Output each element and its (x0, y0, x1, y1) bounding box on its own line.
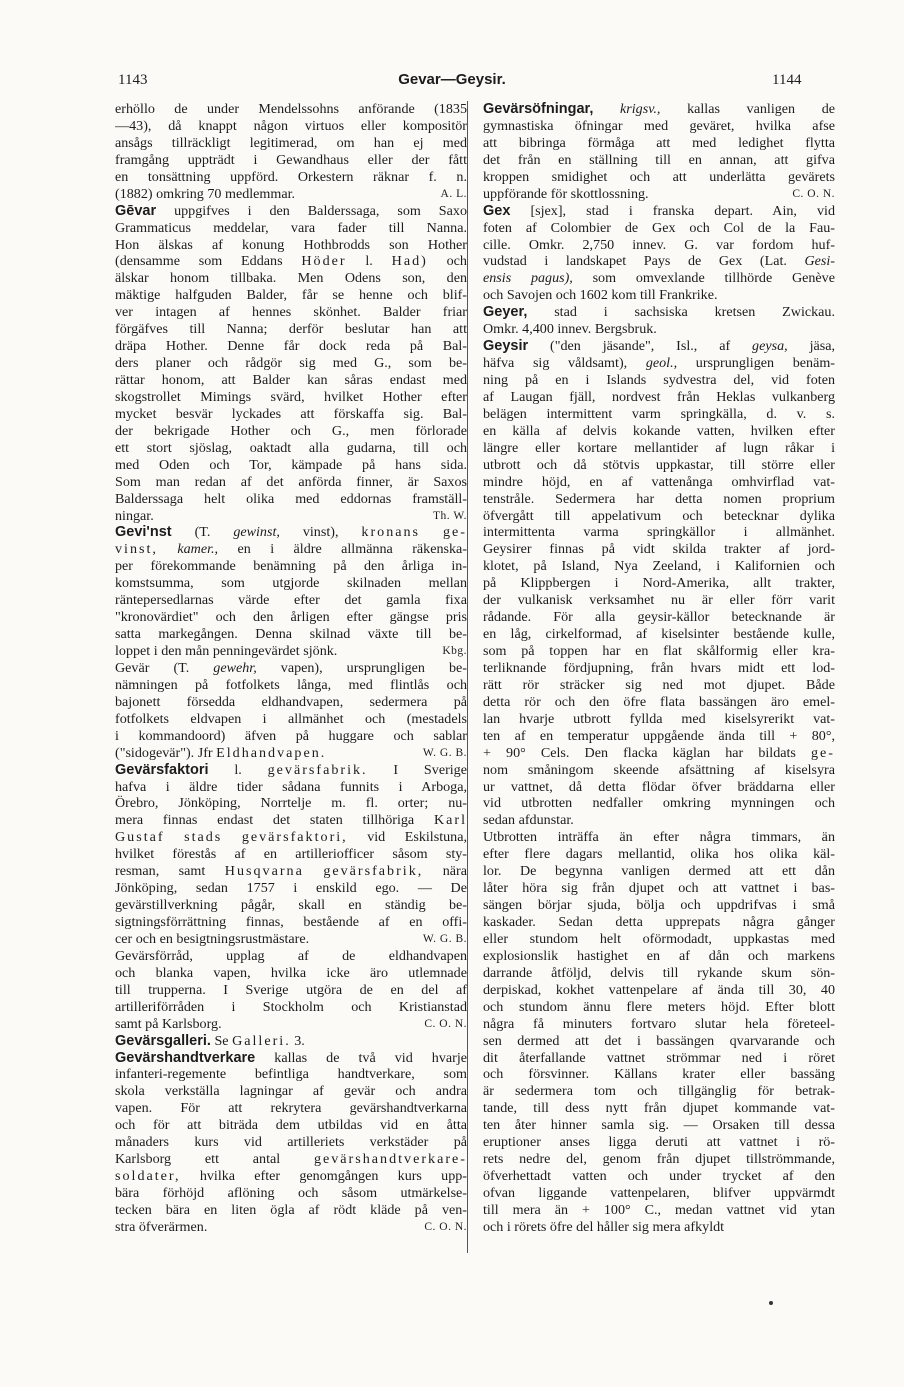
right-column-line: kroppen smidighet och att underlätta gevärets (483, 168, 835, 185)
right-column-line: Gex [sjex], stad i franska depart. Ain, vid (483, 202, 835, 219)
left-column-line: mera finnas endast det staten tillhöriga Karl (115, 812, 467, 829)
right-column-line: rätt rör sträcker sig ned mot djupet. Både (483, 676, 835, 693)
right-column-line: ten åter hinner samla sig. — Orsaken till dessa (483, 1117, 835, 1134)
left-column-line: bära förhöjd aflöning och såsom utmärkelse- (115, 1185, 467, 1201)
left-column-line: fotfolkets eldvapen i allmänhet och (mestadels (115, 710, 467, 727)
author-signature: W. G. B. (422, 932, 467, 945)
page-header (0, 72, 904, 94)
left-column-line: sigtningsförrättning finnas, bestående af en offi- (115, 914, 467, 930)
right-column-line: att bibringa förmåga att med ledighet flytta (483, 134, 835, 151)
left-column-line: (1882) omkring 70 medlemmar. A. L. (115, 185, 467, 202)
left-column-line: ansågs tillräckligt legitimerad, om han ej med (115, 134, 467, 151)
right-column-line: derpiskad, kokhet vattenpelare af ända till 30, 40 (483, 981, 835, 998)
right-column-line: der vulkanisk verksamhet nu är eller förr varit (483, 592, 835, 609)
right-column-line: häfva sig våldsamt), geol., ursprungligen benäm- (483, 355, 835, 372)
left-column-line: Gevi'nst (T. gewinst, vinst), kronans ge- (115, 524, 467, 541)
right-column-line: lan hvarje utbrott fyllda med kiselsyrerikt vat- (483, 710, 835, 727)
right-column-line: och Savojen och 1602 kom till Frankrike. (483, 287, 718, 304)
left-column-line: Gustaf stads gevärsfaktori, vid Eskilstuna, (115, 829, 467, 846)
left-column-line: ("sidogevär"). Jfr Eldhandvapen. W. G. B. (115, 744, 467, 761)
left-column-line: dräpa Hother. Denne får dock reda på Bal- (115, 338, 467, 355)
left-column-line: ningar. Th. W. (115, 507, 467, 524)
right-column-line: explosionslik hastighet en af dån och markens (483, 947, 835, 964)
right-column-line: en källa af delvis kokande vatten, hvilken efter (483, 422, 835, 439)
author-signature: W. G. B. (422, 746, 467, 759)
left-column-line: älskar honom tillbaka. Men Odens son, den (115, 270, 467, 287)
right-column-line: lor. De begynna vanligen dermed att ett dån (483, 863, 835, 880)
right-column-line: rådande. För alla geysir-källor betecknande är (483, 609, 835, 626)
author-signature: C. O. N. (424, 1017, 467, 1030)
left-column-line: Jönköping, sedan 1757 i enskild ego. — De (115, 880, 467, 897)
right-column-line: på Klippbergen i Nord-Amerika, allt trakter, (483, 575, 835, 592)
right-column-line: vudstad i landskapet Pays de Gex (Lat. Gesi- (483, 253, 835, 270)
right-column-line: är sedermera tom och tillgänglig för betrak- (483, 1083, 835, 1100)
left-column-line: gevärstillverkning pågår, skall en ständig be- (115, 897, 467, 914)
left-column-line: stra öfverärmen. C. O. N. (115, 1218, 467, 1235)
left-column-line: Hon älskas af konung Hothbrodds son Hother (115, 236, 467, 253)
page-number-left: 1143 (118, 72, 148, 88)
left-column-line: per förekommande benämning på den årliga in- (115, 558, 467, 575)
left-column-line: ver intagen af hennes skönhet. Balder friar (115, 304, 467, 321)
left-column-line: och för att biträda dem utbildas vid en åtta (115, 1117, 467, 1134)
right-column-line: gymnastiska öfningar med geväret, hvilka afse (483, 117, 835, 134)
left-column-line: resman, samt Husqvarna gevärsfabrik, nära (115, 863, 467, 880)
page-number-right: 1144 (772, 72, 802, 88)
left-column-line: Gevärshandtverkare kallas de två vid hvarje (115, 1049, 467, 1066)
right-column-line: några få minuters fortvaro slutar hela företeel- (483, 1015, 835, 1032)
author-signature: C. O. N. (792, 187, 835, 200)
right-column-line: utbrott och då stötvis uppkastar, till större eller (483, 456, 835, 473)
left-column-line: artilleriförråden i Stockholm och Kristianstad (115, 998, 467, 1015)
left-column-line: Grammaticus meddelar, vara fader till Nanna. (115, 219, 467, 236)
left-column-line: Gēvar uppgifves i den Balderssaga, som Saxo (115, 202, 467, 219)
right-column-line: mindre höjd, en af vattenånga omhvirflad vat- (483, 473, 835, 490)
right-column-line: som på toppen har en flat skålformig eller kra- (483, 643, 835, 659)
right-column-line: terliknande fördjupning, från hvars midt ett lod- (483, 659, 835, 676)
ink-speck (769, 1301, 773, 1305)
right-column-line: eruptioner anses ligga deruti att vattnet i rö- (483, 1134, 835, 1151)
running-title: Gevar—Geysir. (398, 71, 506, 88)
left-column-line: tecken bära en liten ögla af rödt kläde på ven- (115, 1201, 467, 1218)
right-column-line: öfverhettadt vatten och under trycket af den (483, 1168, 835, 1185)
left-column-line: månaders kurs vid artilleriets verkstäder på (115, 1134, 467, 1151)
right-column-line: och försvinner. Källans krater eller bassäng (483, 1066, 835, 1083)
right-column-line: foten af Colombier de Gex och Col de la Fau- (483, 219, 835, 236)
left-column-line: satta markegången. Denna skilnad växte till be- (115, 626, 467, 643)
left-column-line: erhöllo de under Mendelssohns anförande (1835 (115, 101, 467, 117)
left-column-line: vapen. För att rekrytera gevärshandtverkarna (115, 1100, 467, 1117)
left-column-line: hvilket förestås af en artilleriofficer såsom sty- (115, 846, 467, 863)
left-column-line: Gevärsförråd, upplag af de eldhandvapen (115, 947, 467, 964)
column-divider (467, 101, 468, 1253)
left-column-line: i kommandoord) äfven på huggare och sablar (115, 727, 467, 744)
right-column-line: sängen börjar sjuda, bölja och uppdrifvas i små (483, 897, 835, 914)
right-column-line: ensis pagus), som omvexlande tillhörde Genève (483, 270, 835, 287)
left-column-line: framgång uppträdt i Gewandhaus eller der fått (115, 151, 467, 168)
right-column-line: dit återfallande vattnet strömmar ned i röret (483, 1049, 835, 1066)
right-column-line: darrande åtföljd, delvis till rykande skum sön- (483, 964, 835, 981)
right-column-line: tande, till dess nytt från djupet kommande vat- (483, 1100, 835, 1117)
left-column-line: Gevärsfaktori l. gevärsfabrik. I Sverige (115, 761, 467, 778)
left-column-line: Örebro, Jönköping, Norrtelje m. fl. orter; nu- (115, 795, 467, 812)
left-column-line: Gevär (T. gewehr, vapen), ursprungligen be- (115, 659, 467, 676)
right-column-line: rets nedre del, genom från djupet tillströmmande, (483, 1151, 835, 1168)
left-column (115, 101, 467, 1236)
left-column-line: räntepersedlarnas värde efter det gamla fixa (115, 592, 467, 609)
right-column-line: Geyer, stad i sachsiska kretsen Zwickau. (483, 304, 835, 321)
left-column-line: Karlsborg ett antal gevärshandtverkare- (115, 1151, 467, 1168)
left-column-line: skola verkställa lagningar af gevär och andra (115, 1083, 467, 1100)
right-column-line: nom småningom skeende afsättning af kiselsyra (483, 761, 835, 778)
author-signature: Th. W. (433, 509, 467, 522)
right-column-line: kaskader. Sedan detta upprepats några gånger (483, 914, 835, 930)
left-column-line: (densamme som Eddans Höder l. Had) och (115, 253, 467, 270)
right-column-line: sen dermed att det i bassängen qvarvarande och (483, 1032, 835, 1049)
left-column-line: ett stort sjöslag, oaktadt alla gudarna, till och (115, 439, 467, 456)
right-column-line: till mera än + 100° C., medan vattnet vid ytan (483, 1201, 835, 1218)
right-column-line: Gevärsöfningar, krigsv., kallas vanligen de (483, 101, 835, 117)
left-column-line: mycket besvär lyckades att förskaffa sig. Bal- (115, 405, 467, 422)
right-column (483, 101, 835, 1236)
left-column-line: infanteri-regemente befintliga handtverkare, som (115, 1066, 467, 1083)
left-column-line: hafva i äldre tider sådana funnits i Arboga, (115, 778, 467, 795)
left-column-line: med Oden och Tor, kämpade på hans sida. (115, 456, 467, 473)
left-column-line: rättar honom, att Balder kan såras endast med (115, 372, 467, 388)
right-column-line: ten af en temperatur uppgående ända till + 80°, (483, 727, 835, 744)
right-column-line: + 90° Cels. Den flacka käglan har bildats ge- (483, 744, 835, 761)
left-column-line: skogstrollet Mimings svärd, hvilket Hother efter (115, 388, 467, 405)
left-column-line: mäktige halfguden Balder, får se henne och blif- (115, 287, 467, 304)
left-column-line: samt på Karlsborg. C. O. N. (115, 1015, 467, 1032)
right-column-line: efter flere dagars mellantid, olika hos olika käl- (483, 846, 835, 863)
left-column-line: Som man redan af det anförda finner, är Saxos (115, 473, 467, 490)
left-column-line: Gevärsgalleri. Se Galleri. 3. (115, 1032, 305, 1049)
right-column-line: ning på en i Islands sydvestra del, vid foten (483, 372, 835, 388)
left-column-line: Balderssaga helt olika med eddornas framställ- (115, 490, 467, 507)
author-signature: Kbg. (442, 645, 467, 657)
left-column-line: komstsumma, som utgjorde skilnaden mellan (115, 575, 467, 592)
right-column-line: sedan afdunstar. (483, 812, 574, 829)
right-column-line: cille. Omkr. 2,750 innev. G. var fordom huf- (483, 236, 835, 253)
left-column-line: bajonett försedda eldhandvapen, sedermera på (115, 693, 467, 710)
right-column-line: eller stundom helt oförmodadt, uppkastas med (483, 930, 835, 947)
left-column-line: en tonsättning uppförd. Orkestern räknar f. n. (115, 168, 467, 185)
right-column-line: uppförande för skottlossning. C. O. N. (483, 185, 835, 202)
right-column-line: vid utbrotten nedfaller omkring mynningen och (483, 795, 835, 812)
author-signature: C. O. N. (424, 1220, 467, 1233)
left-column-line: förgäfves till Nanna; derför beslutar han att (115, 321, 467, 338)
right-column-line: och stundom ännu flere meters höjd. Efter blott (483, 998, 835, 1015)
left-column-line: loppet i den mån penningevärdet sjönk. Kbg. (115, 643, 467, 659)
right-column-line: belägen intermittent varm springkälla, d. v. s. (483, 405, 835, 422)
right-column-line: tenstråle. Sedermera har detta nomen proprium (483, 490, 835, 507)
left-column-line: vinst, kamer., en i äldre allmänna räkenska- (115, 541, 467, 558)
left-column-line: till trupperna. I Sverige utgöra de en del af (115, 981, 467, 998)
right-column-line: ur vattnet, då detta flödar öfver bräddarna eller (483, 778, 835, 795)
right-column-line: öfvergått till appelativum och betecknar dylika (483, 507, 835, 524)
left-column-line: "kronovärdiet" och den årligen efter gängse pris (115, 609, 467, 626)
right-column-line: en låg, cirkelformad, af kiselsinter bestående kulle, (483, 626, 835, 643)
right-column-line: ofvan liggande vattenpelaren, blifver uppvärmdt (483, 1185, 835, 1201)
right-column-line: detta rör och den öfre flata bassängen äro emel- (483, 693, 835, 710)
left-column-line: der bekrigade Hother och G., men förlorade (115, 422, 467, 439)
right-column-line: af Laugan fjäll, nordvest från Heklas vulkanberg (483, 388, 835, 405)
right-column-line: Omkr. 4,400 innev. Bergsbruk. (483, 321, 657, 338)
right-column-line: längre eller kortare mellantider af lugn råkar i (483, 439, 835, 456)
right-column-line: och i rörets öfre del håller sig mera afkyldt (483, 1218, 725, 1235)
right-column-line: låter höra sig från djupet och att vattnet i bas- (483, 880, 835, 897)
left-column-line: nämningen på fotfolkets långa, med flintlås och (115, 676, 467, 693)
right-column-line: intermittenta varma springkällor i allmänhet. (483, 524, 835, 541)
right-column-line: det från en ställning till en annan, att gifva (483, 151, 835, 168)
left-column-line: soldater, hvilka efter genomgången kurs upp- (115, 1168, 467, 1185)
left-column-line: och blanka vapen, hvilka icke äro utlemnade (115, 964, 467, 981)
left-column-line: ders planer och rådgör sig med G., som be- (115, 355, 467, 372)
right-column-line: Utbrotten inträffa än efter några timmars, än (483, 829, 835, 846)
right-column-line: Geysirer finnas på vidt skilda trakter af jord- (483, 541, 835, 558)
left-column-line: —43), då knappt någon virtuos eller kompositör (115, 117, 467, 134)
author-signature: A. L. (440, 187, 467, 200)
left-column-line: cer och en besigtningsrustmästare. W. G. B. (115, 930, 467, 947)
right-column-line: klotet, på Island, Nya Zeeland, i Kalifornien och (483, 558, 835, 575)
right-column-line: Geysir ("den jäsande", Isl., af geysa, jäsa, (483, 338, 835, 355)
